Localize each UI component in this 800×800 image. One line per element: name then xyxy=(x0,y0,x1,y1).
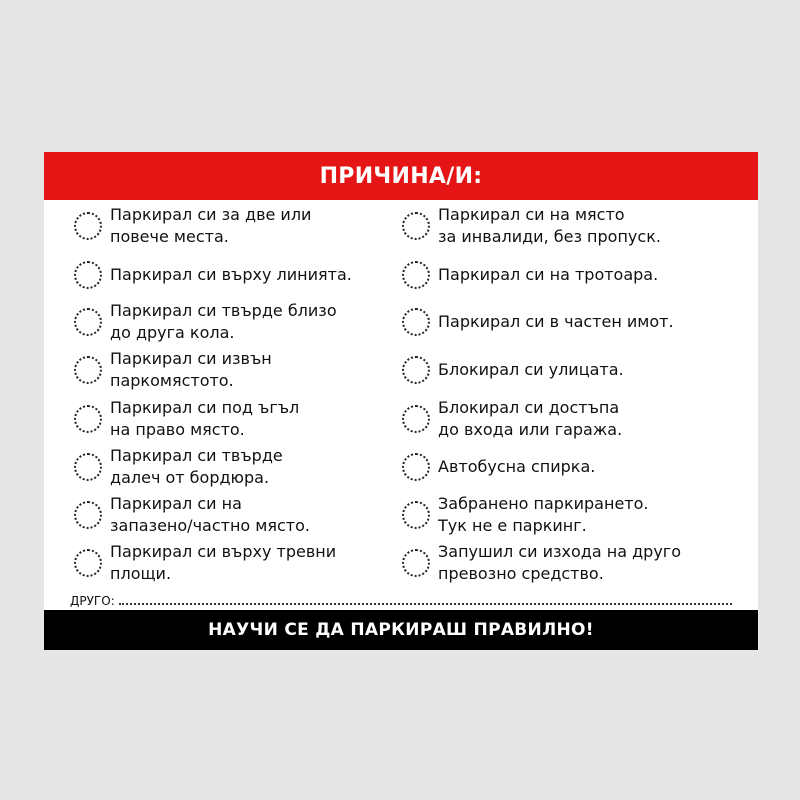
checkbox-circle-icon[interactable] xyxy=(74,501,102,529)
left-reason-item[interactable] xyxy=(74,493,394,537)
checkbox-circle-icon[interactable] xyxy=(402,356,430,384)
checkbox-circle-icon[interactable] xyxy=(74,356,102,384)
checkbox-circle-icon[interactable] xyxy=(74,212,102,240)
other-reason-row xyxy=(70,590,732,608)
reason-label: Паркирал си в частен имот. xyxy=(438,312,674,331)
checkbox-circle-icon[interactable] xyxy=(402,261,430,289)
reason-label: Паркирал си твърде близо до друга кола. xyxy=(110,301,337,342)
reason-label: Паркирал си на запазено/частно място. xyxy=(110,494,310,535)
right-reason-item[interactable] xyxy=(402,397,722,441)
checkbox-circle-icon[interactable] xyxy=(402,453,430,481)
parking-notice-card xyxy=(44,152,758,650)
right-reason-item[interactable] xyxy=(402,253,722,297)
right-reason-item[interactable] xyxy=(402,541,722,585)
reason-label: Паркирал си на тротоара. xyxy=(438,265,659,284)
reason-label: Паркирал си върху тревни площи. xyxy=(110,542,337,583)
checkbox-circle-icon[interactable] xyxy=(74,261,102,289)
reason-label: Паркирал си върху линията. xyxy=(110,265,352,284)
left-reason-item[interactable] xyxy=(74,300,394,344)
left-reason-item[interactable] xyxy=(74,445,394,489)
right-reason-item[interactable] xyxy=(402,493,722,537)
checkbox-circle-icon[interactable] xyxy=(402,549,430,577)
left-reason-item[interactable] xyxy=(74,253,394,297)
checkbox-circle-icon[interactable] xyxy=(402,501,430,529)
checkbox-circle-icon[interactable] xyxy=(74,549,102,577)
reason-label: Паркирал си под ъгъл на право място. xyxy=(110,398,300,439)
footer-banner xyxy=(44,610,758,650)
left-reason-item[interactable] xyxy=(74,541,394,585)
left-reason-item[interactable] xyxy=(74,348,394,392)
left-reason-item[interactable] xyxy=(74,397,394,441)
right-reason-item[interactable] xyxy=(402,348,722,392)
reason-label: Паркирал си на място за инвалиди, без пропуск. xyxy=(438,205,661,246)
checkbox-circle-icon[interactable] xyxy=(74,308,102,336)
checkbox-circle-icon[interactable] xyxy=(402,212,430,240)
reasons-header xyxy=(44,152,758,200)
right-reason-item[interactable] xyxy=(402,300,722,344)
reason-label: Блокирал си улицата. xyxy=(438,360,624,379)
other-label: ДРУГО: xyxy=(70,594,115,608)
checkbox-circle-icon[interactable] xyxy=(402,405,430,433)
reason-label: Паркирал си твърде далеч от бордюра. xyxy=(110,446,283,487)
reason-label: Паркирал си за две или повече места. xyxy=(110,205,312,246)
reason-label: Паркирал си извън паркомястото. xyxy=(110,349,272,390)
right-reason-item[interactable] xyxy=(402,204,722,248)
reason-label: Блокирал си достъпа до входа или гаража. xyxy=(438,398,623,439)
checkbox-circle-icon[interactable] xyxy=(74,405,102,433)
reason-label: Забранено паркирането. Тук не е паркинг. xyxy=(438,494,649,535)
checkbox-circle-icon[interactable] xyxy=(74,453,102,481)
other-fill-line[interactable] xyxy=(119,603,732,605)
reason-label: Запушил си изхода на друго превозно средство. xyxy=(438,542,681,583)
footer-text: НАУЧИ СЕ ДА ПАРКИРАШ ПРАВИЛНО! xyxy=(208,620,594,640)
reason-label: Автобусна спирка. xyxy=(438,457,596,476)
reasons-title: ПРИЧИНА/И: xyxy=(319,163,483,189)
checkbox-circle-icon[interactable] xyxy=(402,308,430,336)
left-reason-item[interactable] xyxy=(74,204,394,248)
right-reason-item[interactable] xyxy=(402,445,722,489)
